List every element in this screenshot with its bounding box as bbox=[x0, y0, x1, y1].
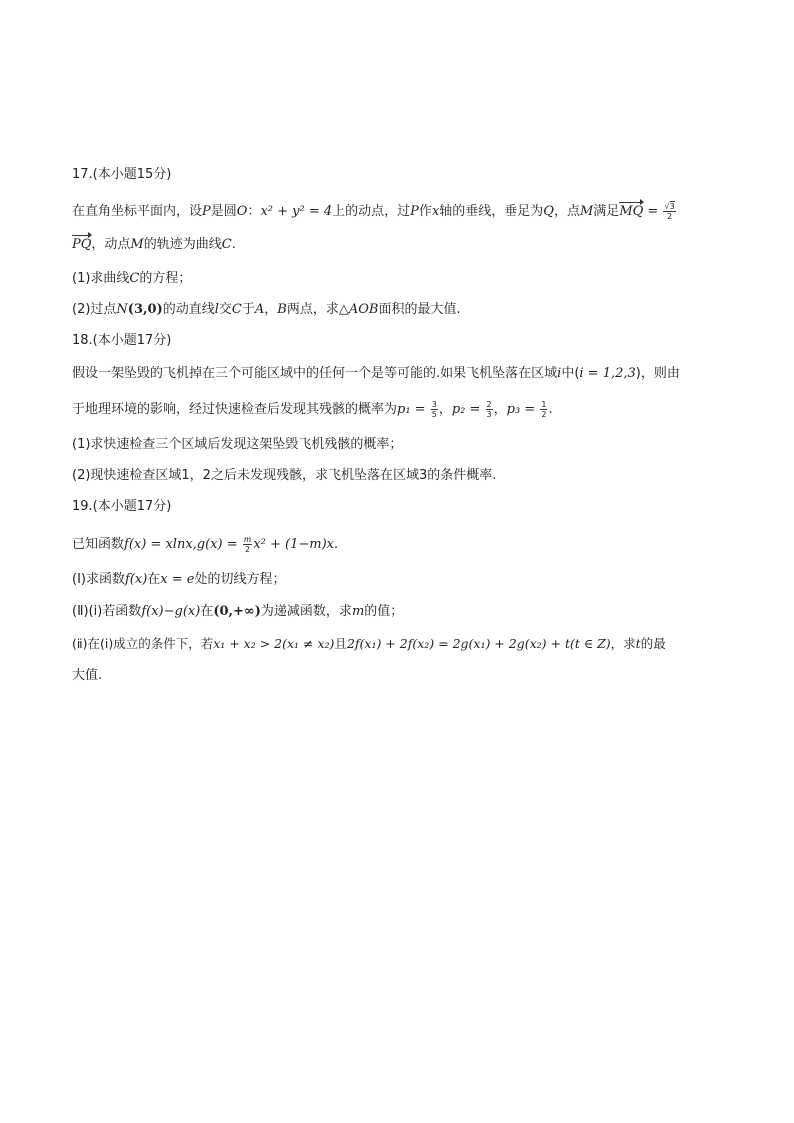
math-P: P bbox=[410, 204, 419, 219]
q17-part1 bbox=[72, 270, 191, 288]
text: (Ⅱ)(ⅰ)若函数 bbox=[72, 604, 142, 619]
math-x: x bbox=[431, 204, 440, 219]
math-x-eq-e: x = e bbox=[160, 572, 195, 587]
text: . bbox=[548, 402, 553, 417]
text: 的动直线 bbox=[162, 302, 215, 317]
text: 满足 bbox=[593, 204, 620, 219]
text: ， bbox=[264, 302, 278, 317]
math-condition: x₁ + x₂ > 2(x₁ ≠ x₂) bbox=[213, 636, 335, 651]
text: 于地理环境的影响，经过快速检查后发现其残骸的概率为 bbox=[72, 402, 398, 417]
q18-stem-line1 bbox=[72, 365, 680, 383]
text: 在直角坐标平面内，设 bbox=[72, 204, 203, 219]
math-C: C bbox=[231, 302, 242, 317]
text: ，动点 bbox=[91, 237, 131, 252]
math-i: i bbox=[557, 366, 562, 381]
fraction-sqrt3-over-2 bbox=[663, 202, 675, 221]
text: 假设一架坠毁的飞机掉在三个可能区域中的任何一个是等可能的.如果飞机坠落在区域 bbox=[72, 366, 558, 381]
fraction-m-over-2 bbox=[243, 535, 253, 554]
text: )，则由 bbox=[635, 366, 680, 381]
text: 是圆 bbox=[210, 204, 237, 219]
text: 处的切线方程； bbox=[194, 572, 286, 587]
math-p2: p₂ = bbox=[451, 402, 485, 417]
text: 两点，求 bbox=[286, 302, 339, 317]
math-equation: 2f(x₁) + 2f(x₂) = 2g(x₁) + 2g(x₂) + t(t ∈ Z) bbox=[346, 636, 611, 651]
math-O: O bbox=[236, 204, 248, 219]
text: 的值； bbox=[364, 604, 404, 619]
vector-PQ: PQ bbox=[72, 237, 92, 252]
text: 在 bbox=[147, 572, 161, 587]
text: 的方程； bbox=[139, 271, 192, 286]
numerator: 2 bbox=[486, 400, 492, 409]
math-A: A bbox=[254, 302, 265, 317]
math-t: t bbox=[635, 636, 641, 651]
text: 的轨迹为曲线 bbox=[143, 237, 222, 252]
fraction-p2 bbox=[486, 400, 493, 419]
math-p1: p₁ = bbox=[397, 402, 430, 417]
text: 的最 bbox=[640, 636, 666, 651]
text: . bbox=[231, 237, 236, 252]
math-C: C bbox=[129, 271, 140, 286]
math-index-range: i = 1,2,3 bbox=[579, 366, 636, 381]
math-fx: f(x) bbox=[124, 572, 148, 587]
math-g-rest: x² + (1−m)x bbox=[253, 537, 335, 552]
q19-partIII-line2: 大值. bbox=[72, 668, 103, 683]
q18-stem-line2 bbox=[72, 400, 553, 419]
math-P: P bbox=[202, 204, 211, 219]
text: (2)过点 bbox=[72, 302, 117, 317]
math-p3: p₃ = bbox=[506, 402, 540, 417]
math-circle-eq: x² + y² = 4 bbox=[260, 204, 333, 219]
q17-stem-line1 bbox=[72, 202, 677, 221]
text: . bbox=[334, 537, 339, 552]
denominator: 2 bbox=[245, 545, 251, 554]
text: ， bbox=[438, 402, 452, 417]
numerator: 3 bbox=[431, 400, 437, 409]
text: 上的动点，过 bbox=[332, 204, 411, 219]
math-coords: (3,0) bbox=[127, 302, 163, 317]
math-AOB: AOB bbox=[348, 302, 379, 317]
math-B: B bbox=[277, 302, 287, 317]
vector-MQ: MQ bbox=[619, 204, 644, 219]
q17-stem-line2 bbox=[72, 236, 236, 254]
math-M: M bbox=[579, 204, 594, 219]
numerator: 1 bbox=[541, 400, 547, 409]
q19-partII bbox=[72, 603, 403, 621]
fraction-p1 bbox=[431, 400, 438, 419]
text: 于 bbox=[241, 302, 255, 317]
text: (1)求曲线 bbox=[72, 271, 130, 286]
text: (Ⅰ)求函数 bbox=[72, 572, 125, 587]
math-fg-def: f(x) = xlnx,g(x) = bbox=[124, 537, 242, 552]
q19-partI bbox=[72, 571, 286, 589]
math-l: l bbox=[214, 302, 219, 317]
text: ： bbox=[247, 204, 261, 219]
text: ，求 bbox=[610, 636, 636, 651]
text: 且 bbox=[334, 636, 347, 651]
q17-header: 17.(本小题15分) bbox=[72, 167, 172, 182]
text: 已知函数 bbox=[72, 537, 125, 552]
text: 在 bbox=[200, 604, 214, 619]
denominator: 5 bbox=[431, 410, 437, 419]
q18-part1: (1)求快速检查三个区域后发现这架坠毁飞机残骸的概率； bbox=[72, 437, 403, 452]
text: 轴的垂线，垂足为 bbox=[439, 204, 544, 219]
fraction-p3 bbox=[540, 400, 547, 419]
math-M: M bbox=[130, 237, 144, 252]
math-f-minus-g: f(x)−g(x) bbox=[141, 604, 201, 619]
denominator: 3 bbox=[486, 410, 492, 419]
equals: = bbox=[643, 204, 663, 219]
q19-partIII-line1 bbox=[72, 635, 666, 653]
math-interval: (0,+∞) bbox=[213, 604, 261, 619]
text: (ⅱ)在(i)成立的条件下，若 bbox=[72, 636, 214, 651]
q19-header: 19.(本小题17分) bbox=[72, 499, 172, 514]
text: ，点 bbox=[553, 204, 580, 219]
math-N: N bbox=[116, 302, 128, 317]
text: ， bbox=[493, 402, 507, 417]
numerator: √3 bbox=[664, 202, 675, 211]
triangle-symbol: △ bbox=[338, 302, 349, 317]
q18-part2: (2)现快速检查区域1，2之后未发现残骸，求飞机坠落在区域3的条件概率. bbox=[72, 468, 497, 483]
math-C: C bbox=[221, 237, 232, 252]
text: 作 bbox=[418, 204, 432, 219]
q19-stem bbox=[72, 535, 338, 554]
denominator: 2 bbox=[541, 410, 547, 419]
text: 交 bbox=[218, 302, 232, 317]
numerator: m bbox=[243, 535, 252, 544]
text: 为递减函数，求 bbox=[260, 604, 352, 619]
text: 中( bbox=[561, 366, 580, 381]
q17-part2 bbox=[72, 301, 461, 319]
denominator: 2 bbox=[667, 212, 673, 221]
q18-header: 18.(本小题17分) bbox=[72, 333, 172, 348]
text: 面积的最大值. bbox=[378, 302, 461, 317]
math-m: m bbox=[351, 604, 365, 619]
radicand: 3 bbox=[669, 202, 675, 211]
math-Q: Q bbox=[543, 204, 554, 219]
